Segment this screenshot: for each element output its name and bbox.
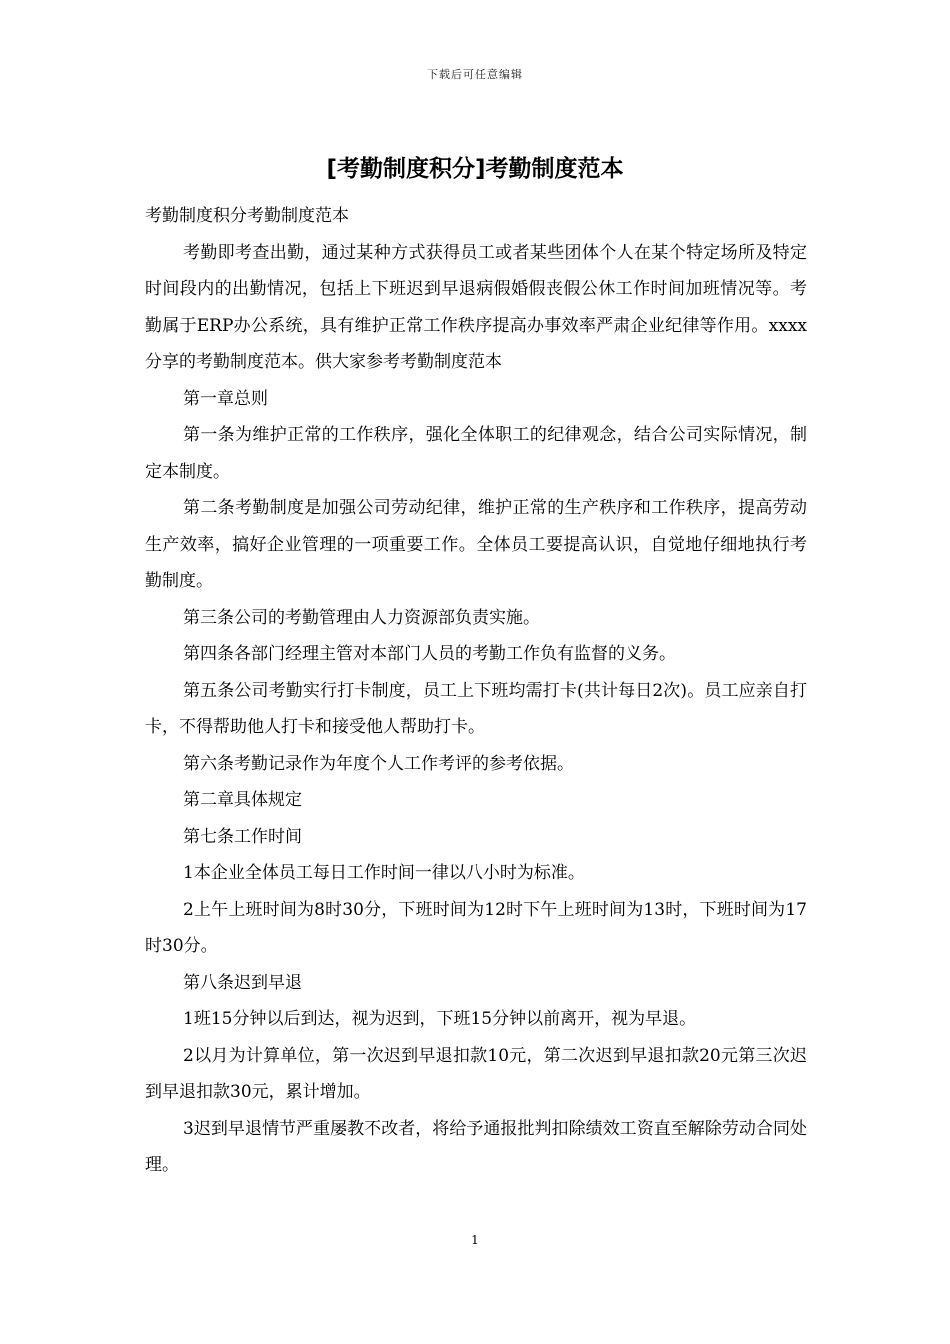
paragraph: 2以月为计算单位，第一次迟到早退扣款10元，第二次迟到早退扣款20元第三次迟到早退扣款30元，累计增加。 bbox=[145, 1045, 807, 1102]
paragraph: 第四条各部门经理主管对本部门人员的考勤工作负有监督的义务。 bbox=[183, 644, 676, 664]
paragraph: 2上午上班时间为8时30分，下班时间为12时下午上班时间为13时，下班时间为17时30分。 bbox=[145, 899, 807, 956]
chapter-heading: 第二章具体规定 bbox=[183, 790, 302, 810]
paragraph: 第五条公司考勤实行打卡制度，员工上下班均需打卡(共计每日2次)。员工应亲自打卡，不得帮助他人打卡和接受他人帮助打卡。 bbox=[145, 680, 807, 737]
document-title: [考勤制度积分]考勤制度范本 bbox=[326, 156, 624, 182]
page-header: 下载后可任意编辑 bbox=[427, 68, 523, 81]
paragraph-subtitle: 考勤制度积分考勤制度范本 bbox=[145, 206, 349, 226]
paragraph: 第一条为维护正常的工作秩序，强化全体职工的纪律观念，结合公司实际情况，制定本制度。 bbox=[145, 425, 807, 482]
page-number: 1 bbox=[471, 1233, 479, 1247]
paragraph: 1本企业全体员工每日工作时间一律以八小时为标准。 bbox=[183, 863, 585, 883]
paragraph: 第三条公司的考勤管理由人力资源部负责实施。 bbox=[183, 607, 540, 628]
paragraph: 考勤即考查出勤，通过某种方式获得员工或者某些团体个人在某个特定场所及特定时间段内的出勤情况，包括上下班迟到早退病假婚假丧假公休工作时间加班情况等。考勤属于ERP办公系统，具有维护正常工作秩序提高办事效率严肃企业纪律等作用。xxxx分享的考勤制度范本。供大家参考考勤制度范本 bbox=[145, 242, 807, 372]
chapter-heading: 第一章总则 bbox=[183, 388, 268, 409]
paragraph: 第六条考勤记录作为年度个人工作考评的参考依据。 bbox=[183, 753, 574, 774]
paragraph: 3迟到早退情节严重屡教不改者，将给予通报批判扣除绩效工资直至解除劳动合同处理。 bbox=[145, 1118, 807, 1175]
paragraph: 第二条考勤制度是加强公司劳动纪律，维护正常的生产秩序和工作秩序，提高劳动生产效率，搞好企业管理的一项重要工作。全体员工要提高认识，自觉地仔细地执行考勤制度。 bbox=[145, 498, 807, 591]
article-heading: 第八条迟到早退 bbox=[183, 972, 302, 993]
document-body bbox=[145, 198, 807, 1184]
article-heading: 第七条工作时间 bbox=[183, 826, 302, 847]
paragraph: 1班15分钟以后到达，视为迟到，下班15分钟以前离开，视为早退。 bbox=[183, 1009, 697, 1029]
